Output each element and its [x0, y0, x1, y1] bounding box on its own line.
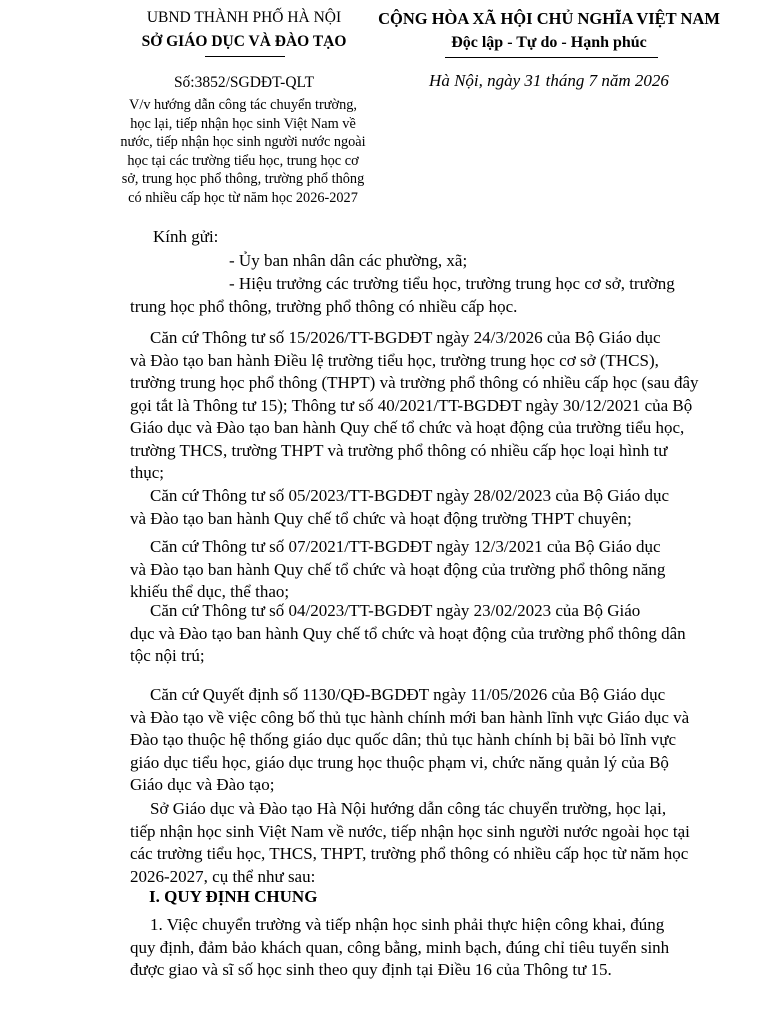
legal-basis-paragraph	[130, 327, 705, 485]
paragraph-line: tiếp nhận học sinh Việt Nam về nước, tiếp nhận học sinh người nước ngoài học tại	[130, 821, 690, 841]
paragraph-line: Căn cứ Thông tư số 15/2026/TT-BGDĐT ngày 24/3/2026 của Bộ Giáo dục	[150, 328, 661, 347]
paragraph-line: trường trung học phổ thông (THPT) và trường phổ thông có nhiều cấp học (sau đây	[130, 373, 699, 392]
legal-basis-paragraph	[130, 485, 705, 530]
document-number: Số:3852/SGDĐT-QLT	[173, 74, 315, 91]
recipient-item: - Hiệu trưởng các trường tiểu học, trường trung học cơ sở, trường	[229, 274, 675, 293]
paragraph-line: 2026-2027, cụ thể như sau:	[130, 866, 316, 886]
paragraph-line: Sở Giáo dục và Đào tạo Hà Nội hướng dẫn công tác chuyển trường, học lại,	[150, 799, 667, 818]
subject-line: có nhiều cấp học từ năm học 2026-2027	[128, 189, 358, 206]
paragraph-line: và Đào tạo ban hành Quy chế tổ chức và hoạt động của trường phổ thông năng	[130, 559, 666, 579]
paragraph-line: 1. Việc chuyển trường và tiếp nhận học sinh phải thực hiện công khai, đúng	[150, 915, 665, 934]
paragraph-line: các trường tiểu học, THCS, THPT, trường phổ thông có nhiều cấp học từ năm học	[130, 844, 689, 863]
paragraph-line: khiếu thể dục, thể thao;	[130, 582, 290, 601]
legal-basis-paragraph	[130, 536, 705, 604]
issuing-authority-parent: UBND THÀNH PHỐ HÀ NỘI	[146, 9, 342, 26]
issuing-authority-name: SỞ GIÁO DỤC VÀ ĐÀO TẠO	[141, 33, 347, 50]
issue-date: Hà Nội, ngày 31 tháng 7 năm 2026	[429, 71, 669, 90]
paragraph-line: trường THCS, trường THPT và trường phổ thông có nhiều cấp học loại hình tư	[130, 440, 668, 460]
paragraph-line: Giáo dục và Đào tạo;	[130, 775, 275, 794]
legal-basis-paragraph	[130, 600, 705, 668]
national-motto: Độc lập - Tự do - Hạnh phúc	[451, 34, 647, 51]
paragraph-line: tộc nội trú;	[130, 646, 205, 665]
subject-line: V/v hướng dẫn công tác chuyển trường,	[129, 97, 357, 113]
paragraph-line: được giao và sĩ số học sinh theo quy định tại Điều 16 của Thông tư 15.	[130, 960, 612, 979]
paragraph-line: và Đào tạo ban hành Điều lệ trường tiểu học, trường trung học cơ sở (THCS),	[130, 350, 659, 370]
legal-basis-paragraph	[130, 684, 705, 797]
paragraph-line: Căn cứ Thông tư số 07/2021/TT-BGDĐT ngày 12/3/2021 của Bộ Giáo dục	[150, 537, 661, 556]
section-paragraph	[130, 914, 705, 982]
paragraph-line: thục;	[130, 463, 164, 482]
paragraph-line: Căn cứ Thông tư số 05/2023/TT-BGDĐT ngày 28/02/2023 của Bộ Giáo dục	[150, 486, 670, 505]
subject-line: học lại, tiếp nhận học sinh Việt Nam về	[130, 115, 356, 132]
recipient-item-continued: trung học phổ thông, trường phổ thông có nhiều cấp học.	[130, 297, 518, 316]
paragraph-line: Giáo dục và Đào tạo ban hành Quy chế tổ chức và hoạt động của trường tiểu học,	[130, 418, 685, 437]
paragraph-line: và Đào tạo ban hành Quy chế tổ chức và hoạt động trường THPT chuyên;	[130, 508, 632, 528]
recipients-label: Kính gửi:	[153, 227, 219, 246]
paragraph-line: quy định, đảm bảo khách quan, công bằng, minh bạch, đúng chỉ tiêu tuyển sinh	[130, 937, 670, 957]
section-heading: I. QUY ĐỊNH CHUNG	[149, 887, 318, 906]
document-subject	[105, 96, 381, 208]
authority-underline	[205, 56, 285, 57]
national-title: CỘNG HÒA XÃ HỘI CHỦ NGHĨA VIỆT NAM	[378, 9, 720, 28]
paragraph-line: Căn cứ Quyết định số 1130/QĐ-BGDĐT ngày 11/05/2026 của Bộ Giáo dục	[150, 685, 666, 704]
paragraph-line: và Đào tạo về việc công bố thủ tục hành chính mới ban hành lĩnh vực Giáo dục và	[130, 707, 690, 727]
motto-underline	[445, 57, 658, 58]
paragraph-line: gọi tắt là Thông tư 15); Thông tư số 40/2021/TT-BGDĐT ngày 30/12/2021 của Bộ	[130, 395, 693, 415]
subject-line: sở, trung học phổ thông, trường phổ thông	[121, 171, 365, 188]
guidance-intro-paragraph	[130, 798, 705, 888]
subject-line: nước, tiếp nhận học sinh người nước ngoài	[120, 134, 366, 151]
subject-line: học tại các trường tiểu học, trung học cơ	[127, 152, 359, 169]
paragraph-line: giáo dục tiểu học, giáo dục trung học thuộc phạm vi, chức năng quản lý của Bộ	[130, 752, 669, 772]
paragraph-line: Đào tạo thuộc hệ thống giáo dục quốc dân; thủ tục hành chính bị bãi bỏ lĩnh vực	[130, 730, 677, 749]
paragraph-line: dục và Đào tạo ban hành Quy chế tổ chức và hoạt động của trường phổ thông dân	[130, 623, 686, 643]
paragraph-line: Căn cứ Thông tư số 04/2023/TT-BGDĐT ngày 23/02/2023 của Bộ Giáo	[150, 601, 641, 620]
recipient-item: - Ủy ban nhân dân các phường, xã;	[229, 251, 468, 270]
